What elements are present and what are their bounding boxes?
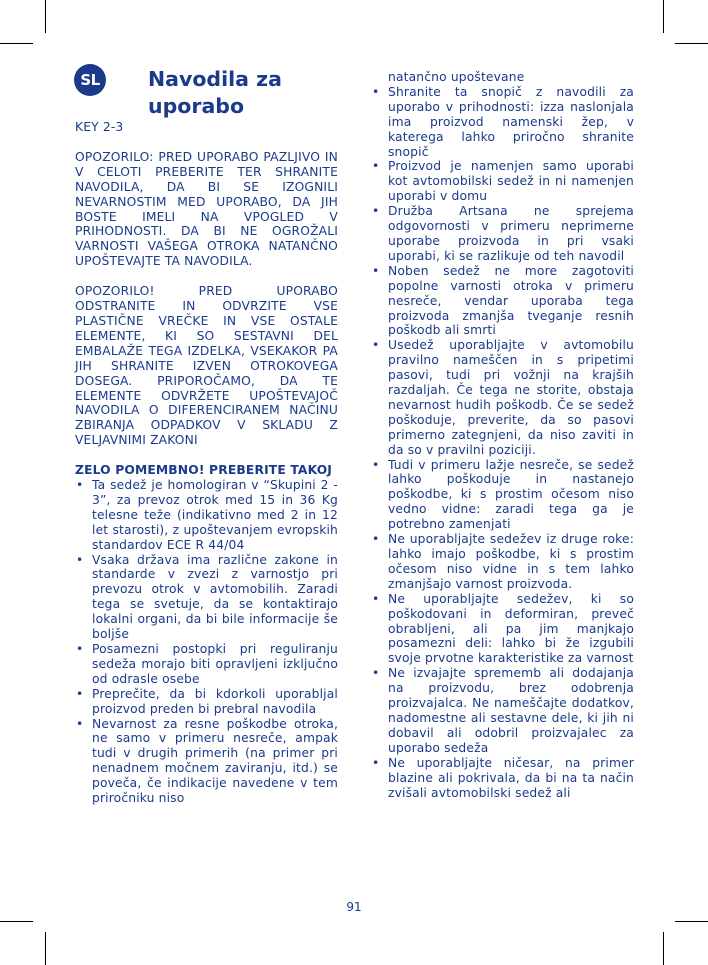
warning-paragraph-2: OPOZORILO! PRED UPORABO ODSTRANITE IN ODVRZITE VSE PLASTIČNE VREČKE IN VSE OSTALE ELEMENTE, KI SO SESTAVNI DEL EMBALAŽE TEGA IZDELKA, VSEKAKOR PA JIH SHRANITE IZVEN OTROKOVEGA DOSEGA. PRIPOROČAMO, DA TE ELEMENTE ODVRŽETE UPOŠTEVAJOČ NAVODILA O DIFERENCIRANEM NAČINU ZBIRANJA ODPADKOV V SKLADU Z VELJAVNIMI ZAKONI (75, 284, 338, 448)
warning-paragraph-1: OPOZORILO: PRED UPORABO PAZLJIVO IN V CELOTI PREBERITE TER SHRANITE NAVODILA, DA BI SE IZOGNILI NEVARNOSTIM MED UPORABO, DA JIH BOSTE IMELI NA VPOGLED V PRIHODNOSTI. DA BI NE OGROŽALI VARNOSTI VAŠEGA OTROKA NATANČNO UPOŠTEVAJTE TA NAVODILA. (75, 149, 338, 269)
important-heading: ZELO POMEMBNO! PREBERITE TAKOJ (75, 463, 333, 478)
list-item: • Ne uporabljajte sedežev, ki so poškodovani in deformiran, preveč obrabljeni, ali pa jim manjkajo posamezni deli: lahko bi že izgubili svoje prvotne karakteristike za varnost (371, 592, 634, 667)
left-bullet-list (75, 478, 338, 806)
list-item: • Vsaka država ima različne zakone in standarde v zvezi z varnostjo pri prevozu otrok v avtomobilih. Zaradi tega se svetuje, da se kontaktirajo lokalni organi, da bi bile informacije še boljše (75, 553, 338, 642)
crop-mark (663, 932, 664, 965)
crop-mark (45, 0, 46, 33)
list-item: • Nevarnost za resne poškodbe otroka, ne samo v primeru nesreče, ampak tudi v drugih primerih (na primer pri nenadnem močnem zaviranju, itd.) se poveča, če indikacije navedene v tem priročniku niso (75, 717, 338, 806)
list-item: • Ta sedež je homologiran v “Skupini 2 - 3”, za prevoz otrok med 15 in 36 Kg telesne teže (indikativno med 2 in 12 let starosti), z upoštevanjem evropskih standardov ECE R 44/04 (75, 478, 338, 553)
crop-mark (675, 921, 708, 922)
list-item: • Shranite ta snopič z navodili za uporabo v prihodnosti: izza naslonjala ima proizvod namenski žep, v katerega lahko priročno shranite snopič (371, 85, 634, 160)
model-name: KEY 2-3 (75, 120, 124, 134)
crop-mark (663, 0, 664, 33)
right-bullet-list (371, 85, 634, 801)
page-number: 91 (346, 900, 362, 914)
list-item: • Tudi v primeru lažje nesreče, se sedež lahko poškoduje in nastanejo poškodbe, ki s prostim očesom niso vedno vidne: zaradi tega ga je potrebno zamenjati (371, 458, 634, 533)
list-item: • Družba Artsana ne sprejema odgovornosti v primeru neprimerne uporabe proizvoda in pri vsaki uporabi, ki se razlikuje od teh navodil (371, 204, 634, 264)
list-item: • Preprečite, da bi kdorkoli uporabljal proizvod preden bi prebral navodila (75, 687, 338, 717)
list-item: • Proizvod je namenjen samo uporabi kot avtomobilski sedež in ni namenjen uporabi v domu (371, 159, 634, 204)
crop-mark (675, 43, 708, 44)
list-item: • Usedež uporabljajte v avtomobilu pravilno nameščen in s pripetimi pasovi, tudi pri vožnji na krajših razdaljah. Če tega ne storite, obstaja nevarnost hudih poškodb. Če se sedež poškoduje, preverite, da so pasovi primerno zategnjeni, da niso zaviti in da so v pravilni poziciji. (371, 338, 634, 457)
page-title: Navodila za uporabo (148, 67, 282, 118)
left-column (75, 120, 338, 806)
continued-text: natančno upoštevane (388, 70, 525, 84)
list-item: • Posamezni postopki pri reguliranju sedeža morajo biti opravljeni izključno od odrasle osebe (75, 642, 338, 687)
list-item: • Ne uporabljajte sedežev iz druge roke: lahko imajo poškodbe, ki s prostim očesom niso vidne in s tem lahko zmanjšajo varnost proizvoda. (371, 532, 634, 592)
crop-mark (0, 43, 33, 44)
crop-mark (0, 921, 33, 922)
list-item: • Ne uporabljajte ničesar, na primer blazine ali pokrivala, da bi na ta način zvišali avtomobilski sedež ali (371, 756, 634, 801)
list-item: • Noben sedež ne more zagotoviti popolne varnosti otroka v primeru nesreče, vendar uporaba tega proizvoda zmanjša tveganje resnih poškodb ali smrti (371, 264, 634, 339)
language-badge: SL (74, 64, 106, 96)
list-item: • Ne izvajajte sprememb ali dodajanja na proizvodu, brez odobrenja proizvajalca. Ne nameščajte dodatkov, nadomestne ali sestavne dele, ki jih ni dobavil ali odobril proizvajalec za uporabo sedeža (371, 666, 634, 755)
right-column (371, 70, 634, 800)
crop-mark (45, 932, 46, 965)
